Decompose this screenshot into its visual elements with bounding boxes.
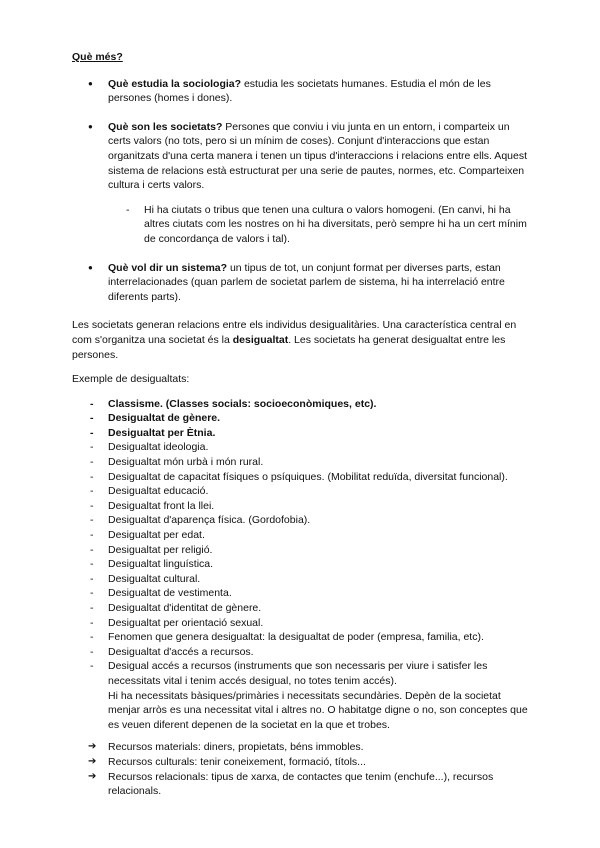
resource-item: ➔ Recursos materials: diners, propietats, béns immobles. xyxy=(72,740,528,755)
sub-list xyxy=(108,203,528,247)
list-item: - Desigualtat linguística. xyxy=(72,557,528,572)
sub-item: - Hi ha ciutats o tribus que tenen una cultura o valors homogeni. (En canvi, hi ha altres ciutats com les nostres on hi ha diversitats, però sempre hi ha un cert mínim de concordança de valors i tal). xyxy=(108,203,528,247)
list-item: - Desigualtat d'accés a recursos. xyxy=(72,645,528,660)
question-label: Què vol dir un sistema? xyxy=(108,261,228,274)
list-item: - Desigualtat de capacitat físiques o psíquiques. (Mobilitat reduïda, diversitat funcional). xyxy=(72,470,528,485)
keyword-desigualtat: desigualtat xyxy=(232,333,289,346)
section-title: Què més? xyxy=(72,51,123,63)
list-item: - Desigualtat per religió. xyxy=(72,543,528,558)
paragraph-desigualtat: Les societats generan relacions entre els individus desigualitàries. Una característica central en com s'organitza una societat és la desigualtat. Les societats ha generat desigualtat entre les persones. xyxy=(72,319,517,361)
list-item: - Desigualtat per Ètnia. xyxy=(72,426,528,441)
list-item: - Desigualtat per orientació sexual. xyxy=(72,616,528,631)
resources-list xyxy=(72,740,528,798)
list-item: - Desigualtat cultural. xyxy=(72,572,528,587)
question-label: Què son les societats? xyxy=(108,120,223,133)
list-item: - Desigualtat educació. xyxy=(72,484,528,499)
examples-list xyxy=(72,397,528,660)
resource-item: ➔ Recursos relacionals: tipus de xarxa, de contactes que tenim (enchufe...), recursos relacionals. xyxy=(72,770,528,799)
resource-item: ➔ Recursos culturals: tenir coneixement, formació, títols... xyxy=(72,755,528,770)
last-example-list xyxy=(72,659,528,732)
question-answer: un tipus de tot, un conjunt format per diverses parts, estan interrelacionades (quan parlem de societat parlem de sistema, hi ha interrelació entre diferents parts). xyxy=(108,261,505,303)
list-item: - Desigualtat món urbà i món rural. xyxy=(72,455,528,470)
examples-label: Exemple de desigualtats: xyxy=(72,373,190,386)
list-item: - Classisme. (Classes socials: socioeconòmiques, etc). xyxy=(72,397,528,412)
list-item: - Desigualtat front la llei. xyxy=(72,499,528,514)
question-item-sistema xyxy=(72,261,528,305)
question-list xyxy=(72,77,528,305)
list-item: - Desigualtat d'identitat de gènere. xyxy=(72,601,528,616)
question-answer: estudia les societats humanes. Estudia el món de les persones (homes i dones). xyxy=(108,77,491,105)
list-item: - Fenomen que genera desigualtat: la desigualtat de poder (empresa, familia, etc). xyxy=(72,630,528,645)
question-item-societats xyxy=(72,120,528,247)
question-label: Què estudia la sociologia? xyxy=(108,77,242,90)
question-answer: Persones que conviu i viu junta en un entorn, i comparteix un certs valors (no tots, pero si un mínim de coses). Conjunt d'interaccions que estan organitzats d'una certa manera i tenen un tipus d'interaccions i relacions entre ells. Aquest sistema de relacions està estructurat per una serie de pautes, normes, etc. Comparteixen cultura i certs valors. xyxy=(108,120,528,192)
list-item: - Desigualtat per edat. xyxy=(72,528,528,543)
list-item-continuation: Hi ha necessitats bàsiques/primàries i necessitats secundàries. Depèn de la societat menjar arròs es una necessitat vital i altres no. O habitatge digne o no, son conceptes que es veuen diferent depenen de la societat en la que et trobes. xyxy=(108,689,528,731)
list-item: - Desigualtat ideologia. xyxy=(72,440,528,455)
question-item-sociologia xyxy=(72,77,528,106)
list-item: - Desigualtat de vestimenta. xyxy=(72,586,528,601)
list-item: - Desigual accés a recursos (instruments que son necessaris per viure i satisfer les necessitats vital i tenim accés desigual, no totes tenim accés). Hi ha necessitats bàsiques/primàries i necessitats secundàries. Depèn de la societat menjar arròs es una necessitat vital i altres no. O habitatge digne o no, son conceptes que es veuen diferent depenen de la societat en la que et trobes. xyxy=(72,659,528,732)
list-item: - Desigualtat de gènere. xyxy=(72,411,528,426)
list-item: - Desigualtat d'aparença física. (Gordofobia). xyxy=(72,513,528,528)
